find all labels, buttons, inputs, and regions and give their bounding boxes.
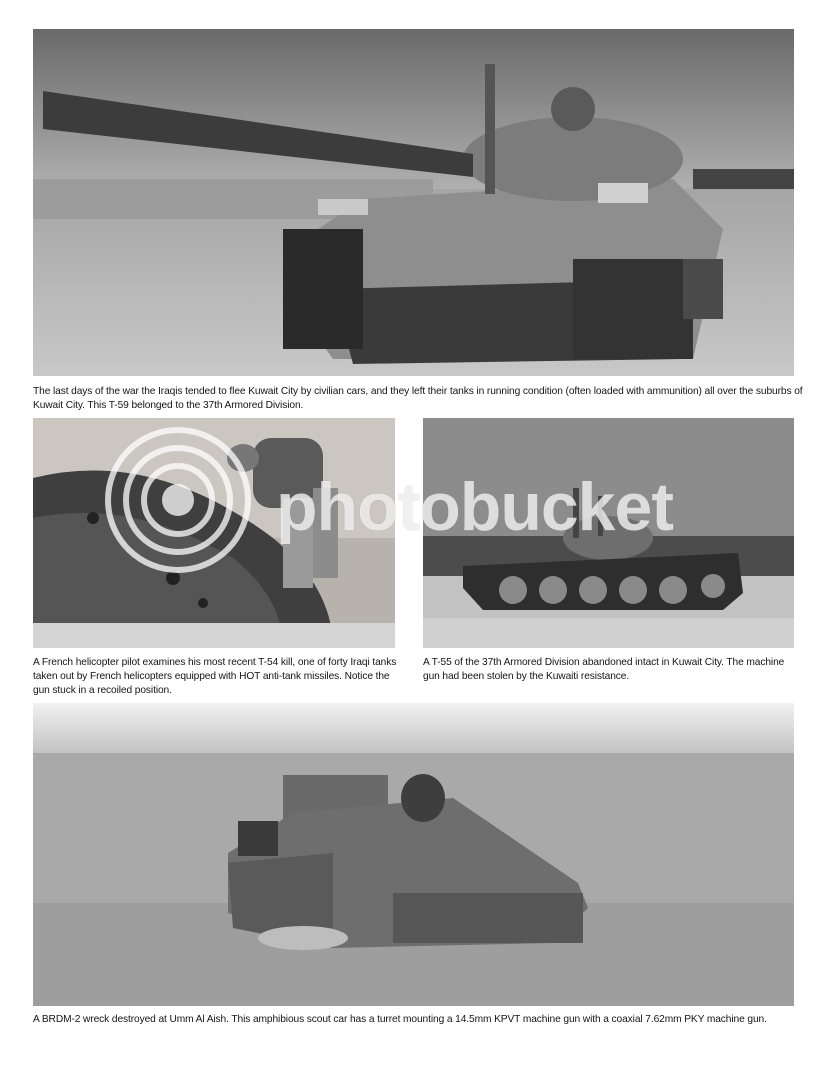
caption-text: A French helicopter pilot examines his most recent T-54 kill, one of forty Iraqi tanks taken out by French helicopters equipped with HOT anti-tank missiles. Notice the gun stuck in a recoiled position.: [33, 657, 397, 696]
watermark-text: photobucket: [276, 469, 673, 545]
photo-t55-tank: [423, 418, 794, 648]
photo-t59-tank: [33, 29, 794, 376]
caption-t59: [33, 385, 803, 413]
photo-brdm2-wreck: [33, 703, 794, 1006]
caption-text: The last days of the war the Iraqis tended to flee Kuwait City by civilian cars, and they left their tanks in running condition (often loaded with ammunition) all over the suburbs of Kuwait City. This T-59 belonged to the 37th Armored Division.: [33, 386, 803, 411]
photo-t54-pilot: [33, 418, 395, 648]
caption-brdm2: [33, 1013, 803, 1027]
caption-t54: [33, 656, 403, 698]
caption-t55: [423, 656, 798, 684]
caption-text: A T-55 of the 37th Armored Division abandoned intact in Kuwait City. The machine gun had been stolen by the Kuwaiti resistance.: [423, 657, 785, 682]
caption-text: A BRDM-2 wreck destroyed at Umm Al Aish. This amphibious scout car has a turret mounting a 14.5mm KPVT machine gun with a coaxial 7.62mm PKY machine gun.: [33, 1014, 767, 1025]
